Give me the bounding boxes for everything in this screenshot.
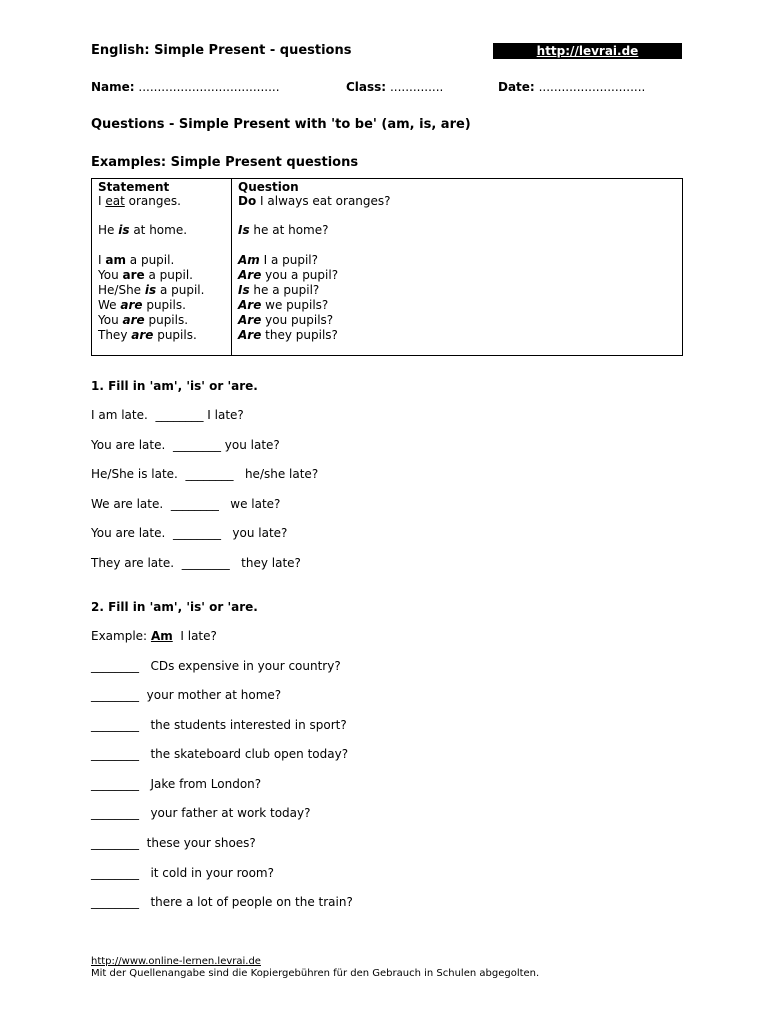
table-row: Is he at home? [238,223,329,237]
exercise2-item: ________ CDs expensive in your country? [91,659,341,673]
date-field[interactable] [498,80,645,94]
footer-note: Mit der Quellenangabe sind die Kopiergebühren für den Gebrauch in Schulen abgegolten. [91,968,540,979]
table-row: You are a pupil. [98,268,193,282]
table-row: I eat oranges. [98,194,181,208]
table-row: Are you a pupil? [238,268,339,282]
class-label: Class: [346,80,387,94]
table-row: Am I a pupil? [238,253,319,267]
table-row: They are pupils. [98,328,197,342]
name-field[interactable] [91,80,280,94]
name-dots: ..................................... [138,80,280,94]
exercise2-item: ________ these your shoes? [91,836,256,850]
table-row: Are you pupils? [238,313,334,327]
answer-blank[interactable]: ________ [91,806,139,820]
answer-blank[interactable]: ________ [170,497,219,511]
table-row: He/She is a pupil. [98,283,205,297]
exercise1-item: We are late. ________ we late? [91,497,281,511]
examples-table [91,178,683,356]
answer-blank[interactable]: ________ [91,659,139,673]
answer-blank[interactable]: ________ [91,866,139,880]
answer-blank[interactable]: ________ [185,467,234,481]
table-row: You are pupils. [98,313,189,327]
section-heading: Questions - Simple Present with 'to be' (am, is, are) [91,117,471,132]
question-header: Question [238,180,299,194]
table-row: We are pupils. [98,298,186,312]
exercise1-item: He/She is late. ________ he/she late? [91,467,319,481]
exercise2-item: ________ the students interested in sport? [91,718,347,732]
name-label: Name: [91,80,135,94]
date-dots: ............................ [538,80,646,94]
examples-heading: Examples: Simple Present questions [91,155,359,170]
answer-blank[interactable]: ________ [91,836,139,850]
exercise2-example: Example: Am I late? [91,629,217,643]
table-row: Are they pupils? [238,328,338,342]
answer-blank[interactable]: ________ [172,526,221,540]
exercise2-item: ________ Jake from London? [91,777,262,791]
answer-blank[interactable]: ________ [91,895,139,909]
answer-blank[interactable]: ________ [91,718,139,732]
answer-blank[interactable]: ________ [172,438,221,452]
exercise1-heading: 1. Fill in 'am', 'is' or 'are. [91,379,258,393]
answer-blank[interactable]: ________ [91,747,139,761]
statement-header: Statement [98,180,170,194]
worksheet-title: English: Simple Present - questions [91,43,352,58]
table-row: Is he a pupil? [238,283,320,297]
exercise1-item: They are late. ________ they late? [91,556,301,570]
table-divider [231,179,232,355]
answer-blank[interactable]: ________ [91,688,139,702]
footer-link[interactable]: http://www.online-lernen.levrai.de [91,956,261,967]
exercise2-item: ________ there a lot of people on the train? [91,895,353,909]
exercise1-item: You are late. ________ you late? [91,526,288,540]
example-answer: Am [150,629,173,643]
class-field[interactable] [346,80,443,94]
table-row: I am a pupil. [98,253,175,267]
table-row: Are we pupils? [238,298,329,312]
date-label: Date: [498,80,535,94]
exercise2-heading: 2. Fill in 'am', 'is' or 'are. [91,600,258,614]
class-dots: .............. [389,80,444,94]
exercise1-item: I am late. ________ I late? [91,408,244,422]
answer-blank[interactable]: ________ [155,408,204,422]
exercise2-item: ________ your father at work today? [91,806,311,820]
answer-blank[interactable]: ________ [91,777,139,791]
exercise2-item: ________ it cold in your room? [91,866,274,880]
header-link[interactable]: http://levrai.de [493,43,682,59]
exercise2-item: ________ the skateboard club open today? [91,747,349,761]
answer-blank[interactable]: ________ [181,556,230,570]
table-row: Do I always eat oranges? [238,194,391,208]
table-row: He is at home. [98,223,188,237]
exercise1-item: You are late. ________ you late? [91,438,280,452]
exercise2-item: ________ your mother at home? [91,688,282,702]
